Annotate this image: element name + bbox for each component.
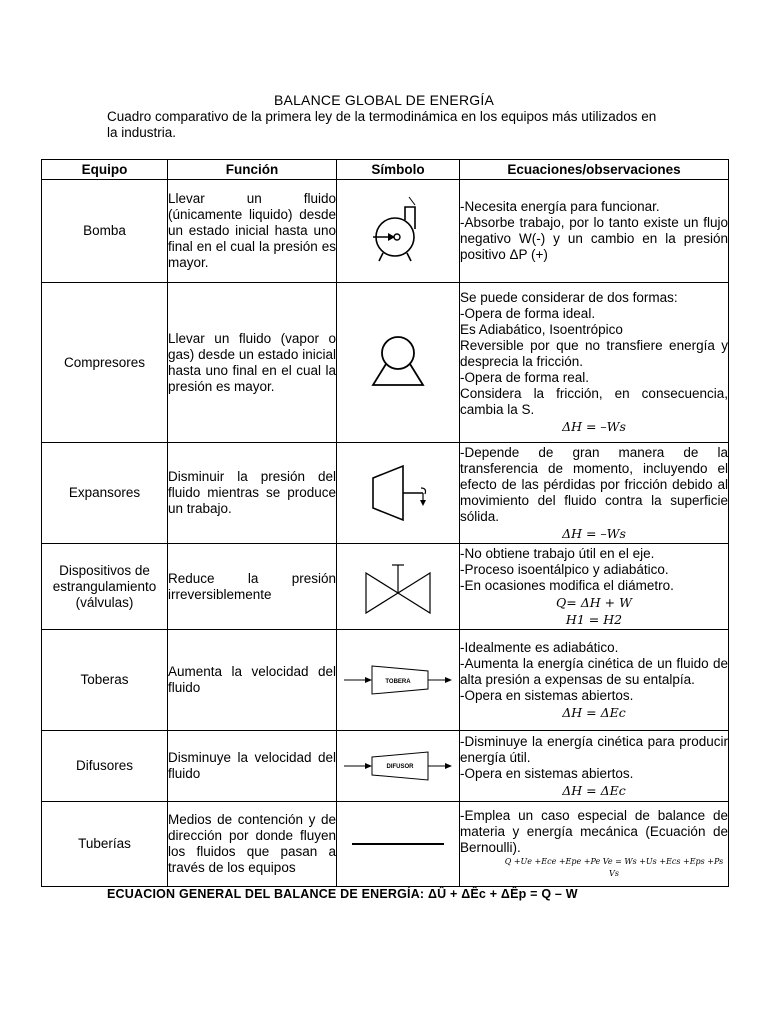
funcion-cell: Reduce la presión irreversiblemente [168, 544, 337, 630]
diffuser-icon [340, 744, 456, 788]
obs-line: -Opera en sistemas abiertos. [460, 765, 634, 781]
obs-line: -Depende de gran manera de la transferencia de momento, incluyendo el efecto de las pérdidas por fricción debido al movimiento del fluido contra la superficie sólida. [460, 444, 728, 524]
funcion-cell: Llevar un fluido (únicamente liquido) desde un estado inicial hasta uno final en el cual la presión es mayor. [168, 180, 337, 283]
table-row [42, 802, 729, 887]
obs-line: -No obtiene trabajo útil en el eje. [460, 545, 655, 561]
obs-line: Se puede considerar de dos formas: [460, 290, 678, 305]
pipe-icon [348, 839, 448, 849]
nozzle-label: TOBERA [385, 679, 411, 685]
obs-line: -Opera en sistemas abiertos. [460, 687, 634, 703]
valve-symbol-cell [337, 544, 460, 630]
table-row [42, 630, 729, 731]
subtitle: Cuadro comparativo de la primera ley de la termodinámica en los equipos más utilizados en la industria. [107, 109, 657, 140]
obs-line: -Proceso isoentálpico y adiabático. [460, 561, 669, 577]
comparison-table [41, 159, 729, 887]
obs-line: Reversible por que no transfiere energía y desprecia la fricción. [460, 338, 728, 369]
expander-icon [353, 458, 443, 528]
equipo-cell: Dispositivos de estrangulamiento (válvulas) [42, 544, 168, 630]
header-funcion: Función [168, 160, 337, 180]
equipo-cell: Expansores [42, 443, 168, 544]
header-simbolo: Símbolo [337, 160, 460, 180]
ecuacion-cell [460, 630, 729, 731]
equation: ΔH = –Ws [562, 419, 626, 434]
header-ecuaciones: Ecuaciones/observaciones [460, 160, 729, 180]
ecuacion-cell [460, 180, 729, 283]
obs-line: -Idealmente es adiabático. [460, 639, 619, 655]
obs-line: -Opera de forma real. [460, 370, 590, 385]
equipo-cell: Toberas [42, 630, 168, 731]
funcion-cell: Aumenta la velocidad del fluido [168, 630, 337, 731]
pump-symbol-cell [337, 180, 460, 283]
table-row [42, 180, 729, 283]
obs-line: -Necesita energía para funcionar. [460, 199, 660, 214]
bernoulli-equation: Q +Ue +Ece +Epe +Pe Ve = Ws +Us +Ecs +Eps +Ps Vs [504, 857, 724, 878]
expander-symbol-cell [337, 443, 460, 544]
nozzle-symbol-cell [337, 630, 460, 731]
ecuacion-cell [460, 802, 729, 887]
equipo-cell: Difusores [42, 731, 168, 802]
table-row [42, 731, 729, 802]
obs-line: -Opera de forma ideal. [460, 306, 596, 321]
pump-icon [353, 191, 443, 271]
funcion-cell: Disminuir la presión del fluido mientras se produce un trabajo. [168, 443, 337, 544]
table-row [42, 283, 729, 443]
equation: Q= ΔH + W [556, 594, 632, 610]
table-row [42, 443, 729, 544]
obs-line: Considera la fricción, en consecuencia, cambia la S. [460, 386, 728, 417]
equation: ΔH = –Ws [562, 525, 626, 541]
diffuser-label: DIFUSOR [386, 764, 414, 770]
compressor-icon [363, 331, 433, 395]
valve-icon [358, 557, 438, 617]
obs-line: Es Adiabático, Isoentrópico [460, 322, 623, 337]
table-row [42, 544, 729, 630]
obs-line: -Absorbe trabajo, por lo tanto existe un flujo negativo W(-) y un cambio en la presión positivo ΔP (+) [460, 215, 728, 262]
equation: H1 = H2 [565, 611, 623, 627]
header-row [42, 160, 729, 180]
footer-equation: ECUACION GENERAL DEL BALANCE DE ENERGÍA: ΔÛ + ΔÊc + ΔÊp = Q – W [107, 887, 578, 901]
equipo-cell: Bomba [42, 180, 168, 283]
ecuacion-cell [460, 443, 729, 544]
ecuacion-cell [460, 731, 729, 802]
ecuacion-cell [460, 544, 729, 630]
obs-line: -Disminuye la energía cinética para producir energía útil. [460, 733, 728, 765]
funcion-cell: Llevar un fluido (vapor o gas) desde un estado inicial hasta uno final en el cual la presión es mayor. [168, 283, 337, 443]
page-title: BALANCE GLOBAL DE ENERGÍA [274, 92, 494, 108]
funcion-cell: Disminuye la velocidad del fluido [168, 731, 337, 802]
obs-line: -En ocasiones modifica el diámetro. [460, 577, 674, 593]
equation: ΔH = ΔEc [562, 782, 626, 798]
header-equipo: Equipo [42, 160, 168, 180]
obs-line: -Aumenta la energía cinética de un fluido de alta presión a expensas de su entalpía. [460, 655, 728, 687]
nozzle-icon [340, 658, 456, 702]
compressor-symbol-cell [337, 283, 460, 443]
ecuacion-cell [460, 283, 729, 443]
diffuser-symbol-cell [337, 731, 460, 802]
pipe-symbol-cell [337, 802, 460, 887]
equation: ΔH = ΔEc [562, 704, 626, 720]
equipo-cell: Tuberías [42, 802, 168, 887]
equipo-cell: Compresores [42, 283, 168, 443]
funcion-cell: Medios de contención y de dirección por donde fluyen los fluidos que pasan a través de los equipos [168, 802, 337, 887]
obs-line: -Emplea un caso especial de balance de materia y energía mecánica (Ecuación de Bernoulli). [460, 808, 728, 855]
